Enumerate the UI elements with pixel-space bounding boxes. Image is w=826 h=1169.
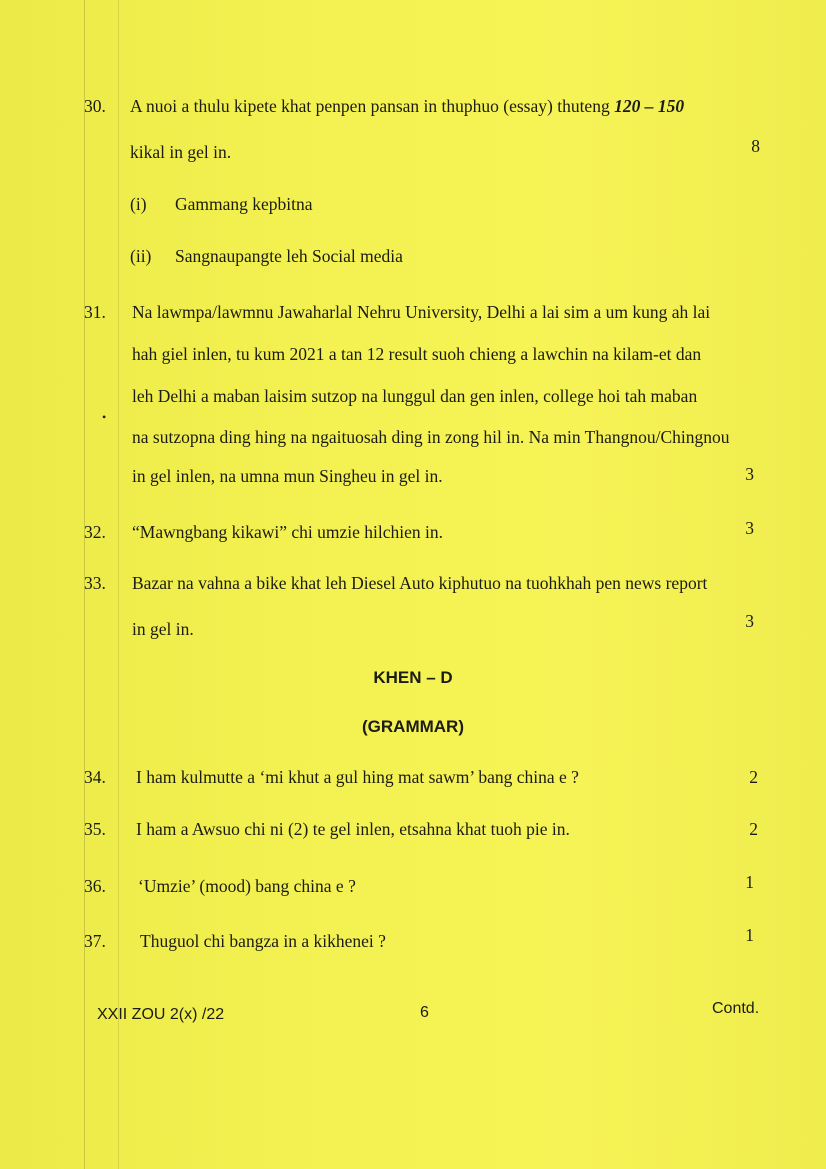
question-number: 37. [84,931,106,951]
marks: 3 [745,518,754,538]
marks: 2 [749,819,758,839]
option-text: Sangnaupangte leh Social media [175,246,403,266]
marks: 1 [745,872,754,892]
question-text-line: leh Delhi a maban laisim sutzop na lunggul dan gen inlen, college hoi tah maban [132,386,698,406]
option-label: (ii) [130,246,152,266]
marks: 8 [751,136,760,156]
continued-label: Contd. [712,1000,760,1017]
question-number: 35. [84,819,106,839]
marks: 1 [745,925,754,945]
question-text: I ham a Awsuo chi ni (2) te gel inlen, etsahna khat tuoh pie in. [136,819,570,839]
paper-code: XXII ZOU 2(x) /22 [97,1006,225,1023]
question-number: 32. [84,522,106,542]
question-text-line: in gel in. [132,619,194,639]
question-text-line: kikal in gel in. [130,142,232,162]
question-text: ‘Umzie’ (mood) bang china e ? [138,876,356,896]
marks: 3 [745,611,754,631]
question-number: 31. [84,302,106,322]
question-text: “Mawngbang kikawi” chi umzie hilchien in. [132,522,444,542]
question-text-line: A nuoi a thulu kipete khat penpen pansan in thuphuo (essay) thuteng 120 – 150 [130,96,685,116]
page-number: 6 [420,1004,429,1021]
question-number: 34. [84,767,106,787]
question-number: 36. [84,876,106,896]
option-label: (i) [130,194,147,214]
marks: 3 [745,464,754,484]
question-number: 33. [84,573,106,593]
section-subtitle: (GRAMMAR) [362,717,464,736]
question-text-line: hah giel inlen, tu kum 2021 a tan 12 result suoh chieng a lawchin na kilam-et dan [132,344,702,364]
question-text: Thuguol chi bangza in a kikhenei ? [140,931,386,951]
question-text-line: Bazar na vahna a bike khat leh Diesel Auto kiphutuo na tuohkhah pen news report [132,573,708,593]
question-text-line: Na lawmpa/lawmnu Jawaharlal Nehru University, Delhi a lai sim a um kung ah lai [132,302,711,322]
question-text-line: in gel inlen, na umna mun Singheu in gel in. [132,466,443,486]
option-text: Gammang kepbitna [175,194,313,214]
marks: 2 [749,767,758,787]
question-text-line: na sutzopna ding hing na ngaituosah ding in zong hil in. Na min Thangnou/Chingnou [132,427,730,447]
margin-rule-inner [118,0,119,1169]
word-range: 120 – 150 [614,96,685,116]
question-text: I ham kulmutte a ‘mi khut a gul hing mat sawm’ bang china e ? [136,767,579,787]
section-title: KHEN – D [373,668,453,687]
pen-mark: • [102,410,107,424]
question-number: 30. [84,96,106,116]
